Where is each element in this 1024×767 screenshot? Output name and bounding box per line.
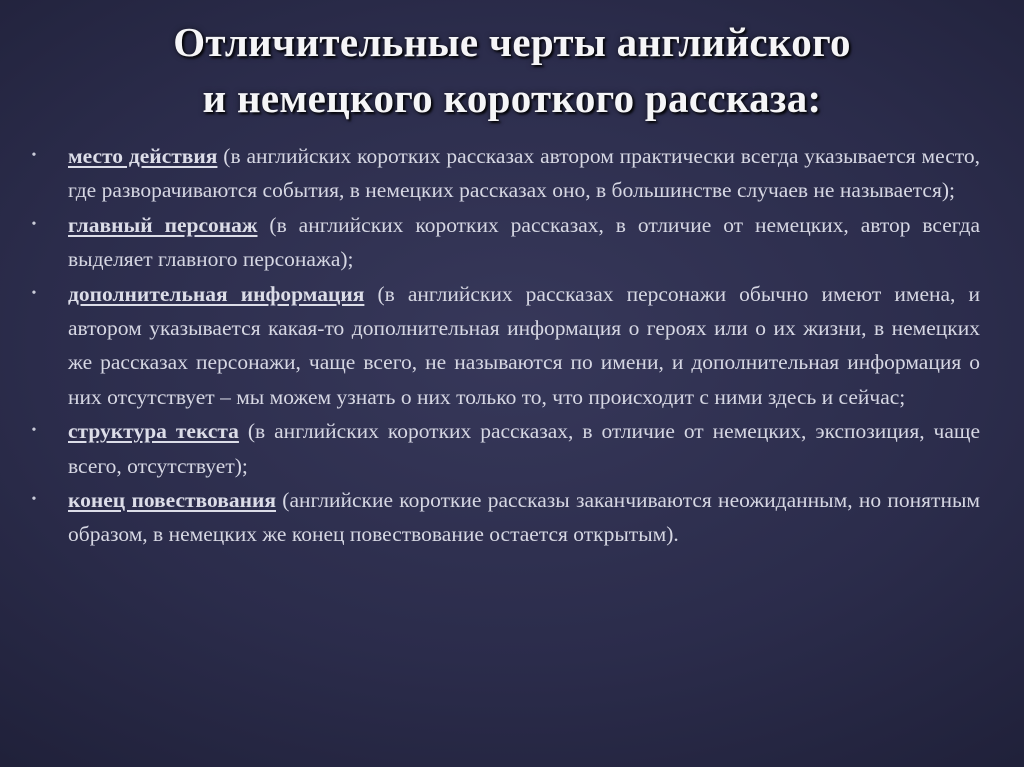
bullet-dot-icon: • xyxy=(31,423,37,439)
bullet-text: (английские короткие рассказы заканчиваются неожиданным, но понятным образом, в немецких же конец повествование остается открытым). xyxy=(68,488,980,547)
bullet-list xyxy=(31,139,981,552)
bullet-term: конец повествования xyxy=(68,488,277,513)
title-line-2: и немецкого короткого рассказа: xyxy=(202,75,822,121)
bullet-term: дополнительная информация xyxy=(68,281,365,306)
bullet-text: (в английских рассказах персонажи обычно имеют имена, и автором указывается какая-то дополнительная информация о героях или о их жизни, в немецких же рассказах персонажи, чаще всего, не называются по имени, и дополнительная информация о них отсутствует – мы можем узнать о них только то, что происходит с ними здесь и сейчас; xyxy=(68,281,981,409)
bullet-text: (в английских коротких рассказах автором практически всегда указывается место, где разворачиваются события, в немецких рассказах оно, в большинстве случаев не называется); xyxy=(68,144,980,203)
bullet-item-setting xyxy=(31,139,980,208)
bullet-item-main-character xyxy=(31,208,980,277)
slide-title xyxy=(60,14,964,126)
bullet-dot-icon: • xyxy=(31,216,37,232)
bullet-term: место действия xyxy=(68,144,218,168)
bullet-text: (в английских коротких рассказах, в отличие от немецких, экспозиция, чаще всего, отсутствует); xyxy=(68,419,980,478)
bullet-item-text-structure xyxy=(31,414,980,483)
bullet-dot-icon: • xyxy=(31,492,37,508)
bullet-text: (в английских коротких рассказах, в отличие от немецких, автор всегда выделяет главного персонажа); xyxy=(68,212,980,272)
bullet-term: главный персонаж xyxy=(68,212,258,237)
bullet-dot-icon: • xyxy=(31,148,37,163)
bullet-dot-icon: • xyxy=(31,285,37,301)
bullet-item-ending xyxy=(31,483,980,552)
title-line-1: Отличительные черты английского xyxy=(173,19,851,65)
bullet-term: структура текста xyxy=(68,419,239,444)
bullet-item-additional-info xyxy=(31,277,981,415)
